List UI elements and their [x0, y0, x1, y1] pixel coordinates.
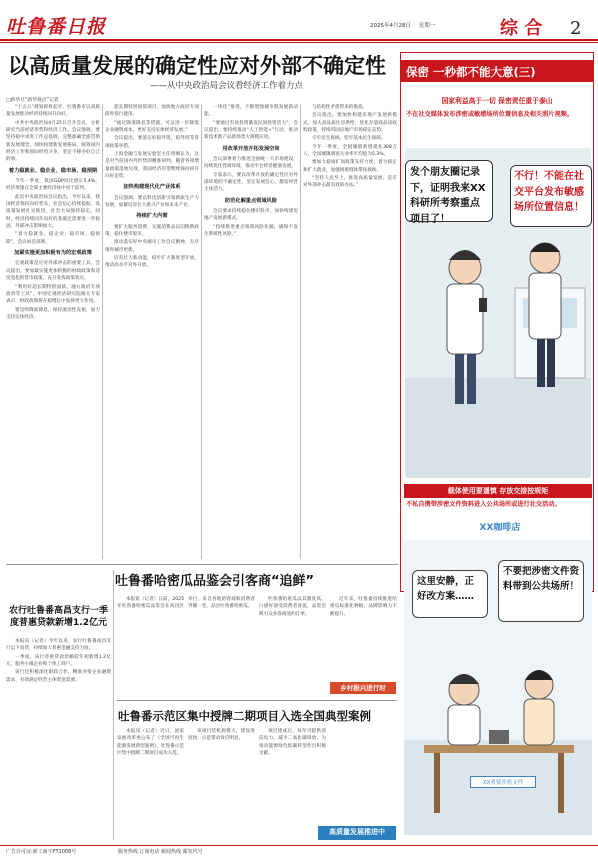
secrecy-caption: 载体使用要谨慎 存放交接按规矩 — [404, 484, 592, 498]
secrecy-slogan: 国家利益高于一切 保密责任重于泰山 — [441, 97, 553, 105]
demo-body: 本报讯（记者）近日，国家发展改革委公布了《全国可再生能源发展典型案例》，吐鲁番示范区集中授牌二期项目成功入选。 该项目装机规模大，建设进度快，示范带动效应明显。 项目建成后，每年可提供清洁电力，减少二氧化碳排放，为推动能源绿色低碳转型作出积极贡献。 — [117, 729, 326, 757]
speech-bubble-right-2: 不要把涉密文件资料带到公共场所！ — [498, 560, 584, 622]
secrecy-rule-2: 不私自携带涉密文件资料进入公共场所或进行社交活动。 — [406, 501, 561, 508]
lead-subheadline: ——从中央政治局会议看经济工作着力点 — [150, 81, 304, 91]
page-footer — [0, 845, 598, 867]
secrecy-rule-1: 不在社交媒体发布涉密或敏感场所位置信息及相关照片视频。 — [406, 111, 574, 118]
header-rule — [0, 39, 598, 41]
section-rule — [117, 700, 397, 701]
column-divider — [300, 104, 301, 559]
column-divider — [102, 104, 103, 559]
header-rule-thin — [0, 42, 598, 43]
masthead — [0, 0, 598, 44]
lead-byline: □新华社“新华视点”记者 — [6, 98, 59, 103]
demo-headline: 吐鲁番示范区集中授牌二期项目入选全国典型案例 — [118, 709, 371, 723]
issue-date: 2025年4月28日 — [370, 23, 411, 29]
lead-headline: 以高质量发展的确定性应对外部不确定性 — [8, 54, 386, 78]
bank-headline: 农行吐鲁番高昌支行一季度普惠贷款新增1.2亿元 — [8, 606, 108, 628]
rural-revitalization-tag: 乡村振兴进行时 — [330, 682, 396, 694]
secret-document: XX重要涉密文件 — [470, 776, 536, 788]
lead-column-4: 与结构性矛盾带来的挑战。 会议指出，要加快构建房地产发展新模式，加大高品质住房供给，优化存量商品房收购政策，持续巩固房地产市场稳定态势。 守牢民生底线，兜牢基本民生保障。 今年一季度，全国城镇新增就业308万人，全国城镇调查失业率平均值为5.3%。 要加大稳岗扩岗政策支持力度，着力稳定和扩大就业，加强困难群体帮扶救助。 “坚持人民至上、推进高质量发展，是应对外部冲击最有效的办法。” — [303, 105, 397, 189]
column-divider — [113, 570, 114, 840]
speech-bubble-left-2: 这里安静，正好改方案…… — [412, 570, 488, 618]
newspaper-logo: 吐鲁番日报 — [6, 16, 107, 38]
date-line — [370, 22, 500, 30]
lead-column-3: 一体化”推进，不断增强城市群发展新动能。 “要通过有效投资激发民间投资活力”，会议提出，要持续推动“人工智能+”行动，推动新技术新产品新场景大规模应用。 用改革开放开拓发展空间 会议部署着力推进全国统一大市场建设，持续优化营商环境，推动平台经济健康发展。 专家表示，要以改革开放的确定性应对外部环境的不确定性，坚定发展信心，激发经营主体活力。 防范化解重点领域风险 会议要求持续稳住楼市股市，加快构建房地产发展新模式。 “持续推进重点领域风险化解，确保不发生系统性风险。” — [204, 105, 298, 238]
issue-weekday: 星期一 — [418, 23, 436, 29]
column-divider — [201, 104, 202, 559]
lead-column-1: “十五五”规划即将起步，吐鲁番市以高质量发展推动经济持续回升向好。 中共中央政治局4月25日召开会议，分析研究当前经济形势和经济工作。会议强调，要坚持稳中求进工作总基调，完整准确全面贯彻新发展理念，加快构建新发展格局，统筹国内经济工作和国际经贸斗争，坚定不移办好自己的事。 着力稳就业、稳企业、稳市场、稳预期 今年一季度，我国GDP同比增长5.4%，经济增速在全球主要经济体中居于前列。 此次中央政治局会议指出，今年以来，我国经济保持向好势头，社会信心持续提振，高质量发展扎实推进，社会大局保持稳定。同时，经济持续回升向好的基础还需要进一步稳固，外部冲击影响加大。 “着力稳就业、稳企业、稳市场、稳预期”，会议如是部署。 加紧实施更加积极有为的宏观政策 宏观政策是应对外部冲击的重要工具。会议提出，要加紧实施更加积极的财政政策和适度宽松的货币政策，充分发挥政策效应。 “利用好超长期特别国债、地方政府专项债券等工具”，中国宏观经济研究院相关专家表示，财政政策将在稳增长中发挥更大作用。 要适时降准降息，保持流动性充裕，加力支持实体经济。 — [6, 105, 100, 320]
secrecy-banner: 保密 一秒都不能大意(三) — [400, 60, 594, 82]
melon-body: 本报讯（记者）日前，2025年吐鲁番哈密瓜品鉴会在高昌区举行，来自各地的客商和消费者齐聚一堂，品尝吐鲁番哈密瓜。 吐鲁番哈密瓜以其甜度高、口感好深受消费者喜爱，品鉴会吸引众多客商签约订单。 近年来，吐鲁番持续推进哈密瓜标准化种植，品牌影响力不断提升。 — [117, 597, 397, 617]
high-quality-development-tag: 高质量发展推进中 — [318, 826, 396, 840]
melon-headline: 吐鲁番哈密瓜品鉴会引客商“追鲜” — [115, 574, 315, 589]
speech-bubble-right: 不行！不能在社交平台发布敏感场所位置信息！ — [510, 165, 592, 227]
speech-bubble-left: 发个朋友圈记录下，证明我来XX科研所考察重点项目了！ — [405, 160, 493, 222]
bank-body: 本报讯（记者）今年以来，农行吐鲁番高昌支行以下真贷，持续加大普惠金融支持力度。 一季度，该行普惠贷款余额较年初新增1.2亿元，服务小微企业和个体工商户。 该行还积极深化银政合作，精准对接企业融资需求，有效满足经营主体资金需要。 — [6, 639, 111, 683]
cafe-sign: XX咖啡店 — [479, 523, 521, 533]
section-title: 综 合 — [500, 18, 543, 39]
footer-license: 广告许可证:新工商字FT1008号 — [6, 849, 77, 855]
section-rule — [6, 564, 398, 565]
footer-contact: 服务热线 订阅电话 新闻热线 邮发代号 — [117, 849, 203, 855]
page-number: 2 — [570, 18, 582, 39]
lead-column-2: 超长期特别国债项目，加快地方政府专项债券发行使用。 “通过降准降息等措施，可以进一步降低企业融资成本，更好支持实体经济发展。” 会议提出，要落实好稳外资、稳外贸等各项政策举措。 上海金融与发展实验室主任曾刚认为，这是对当前国内外形势的精准研判，随着各项增量政策落地见效，我国经济有望继续保持回升向好态势。 加快构建现代化产业体系 会议强调，要以科技创新引领新质生产力发展，加紧培育壮大新兴产业和未来产业。 持续扩大内需 要扩大服务消费，实施消费品以旧换新政策，稳住楼市股市。 推动落实好中央城市工作会议精神，有序推进城市更新。 培育壮大新动能，稳步扩大制度型开放，推动高水平对外开放。 — [105, 105, 199, 269]
